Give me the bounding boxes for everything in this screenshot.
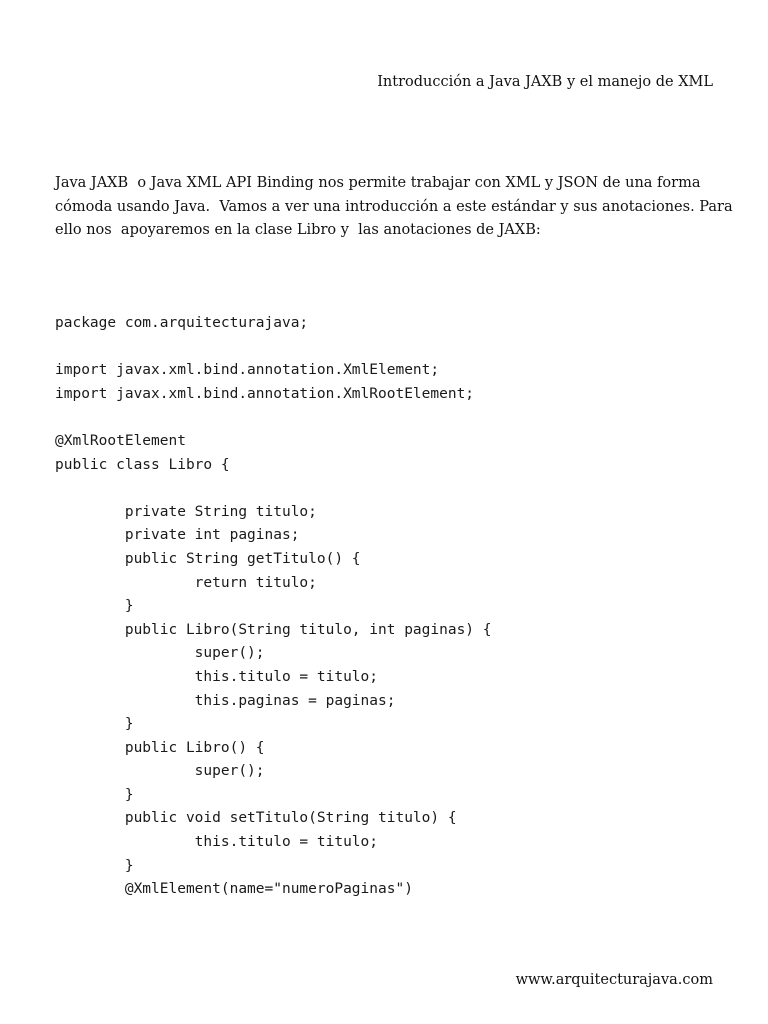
footer-url: www.arquitecturajava.com bbox=[515, 972, 713, 988]
code-line: private String titulo; bbox=[55, 503, 317, 520]
code-line: public Libro() { bbox=[55, 739, 265, 756]
page-header-title: Introducción a Java JAXB y el manejo de XML bbox=[377, 74, 713, 90]
code-line bbox=[55, 336, 492, 360]
code-block bbox=[55, 312, 492, 902]
intro-line: cómoda usando Java. Vamos a ver una introducción a este estándar y sus anotaciones. Para bbox=[55, 198, 733, 215]
code-line: import javax.xml.bind.annotation.XmlElement; bbox=[55, 362, 440, 379]
code-line: } bbox=[55, 857, 134, 874]
code-line: public String getTitulo() { bbox=[55, 550, 361, 567]
code-line: package com.arquitecturajava; bbox=[55, 315, 309, 331]
code-line: this.paginas = paginas; bbox=[55, 692, 396, 709]
intro-paragraph bbox=[55, 172, 733, 243]
code-line: import javax.xml.bind.annotation.XmlRootElement; bbox=[55, 385, 475, 402]
code-line: this.titulo = titulo; bbox=[55, 668, 379, 685]
code-line: private int paginas; bbox=[55, 527, 300, 544]
code-line bbox=[55, 406, 492, 430]
intro-line: ello nos apoyaremos en la clase Libro y las anotaciones de JAXB: bbox=[55, 222, 541, 238]
code-line: return titulo; bbox=[55, 574, 317, 591]
code-line: this.titulo = titulo; bbox=[55, 834, 379, 851]
code-line: } bbox=[55, 716, 134, 733]
code-line bbox=[55, 477, 492, 501]
code-line: @XmlRootElement bbox=[55, 432, 186, 449]
code-line: } bbox=[55, 598, 134, 615]
code-line: public class Libro { bbox=[55, 456, 230, 473]
intro-line: Java JAXB o Java XML API Binding nos permite trabajar con XML y JSON de una forma bbox=[55, 175, 701, 191]
code-line: } bbox=[55, 786, 134, 803]
code-line: public void setTitulo(String titulo) { bbox=[55, 810, 457, 827]
code-line: public Libro(String titulo, int paginas) { bbox=[55, 621, 492, 638]
code-line: super(); bbox=[55, 763, 265, 780]
code-line: @XmlElement(name="numeroPaginas") bbox=[55, 881, 413, 898]
code-line: super(); bbox=[55, 645, 265, 662]
